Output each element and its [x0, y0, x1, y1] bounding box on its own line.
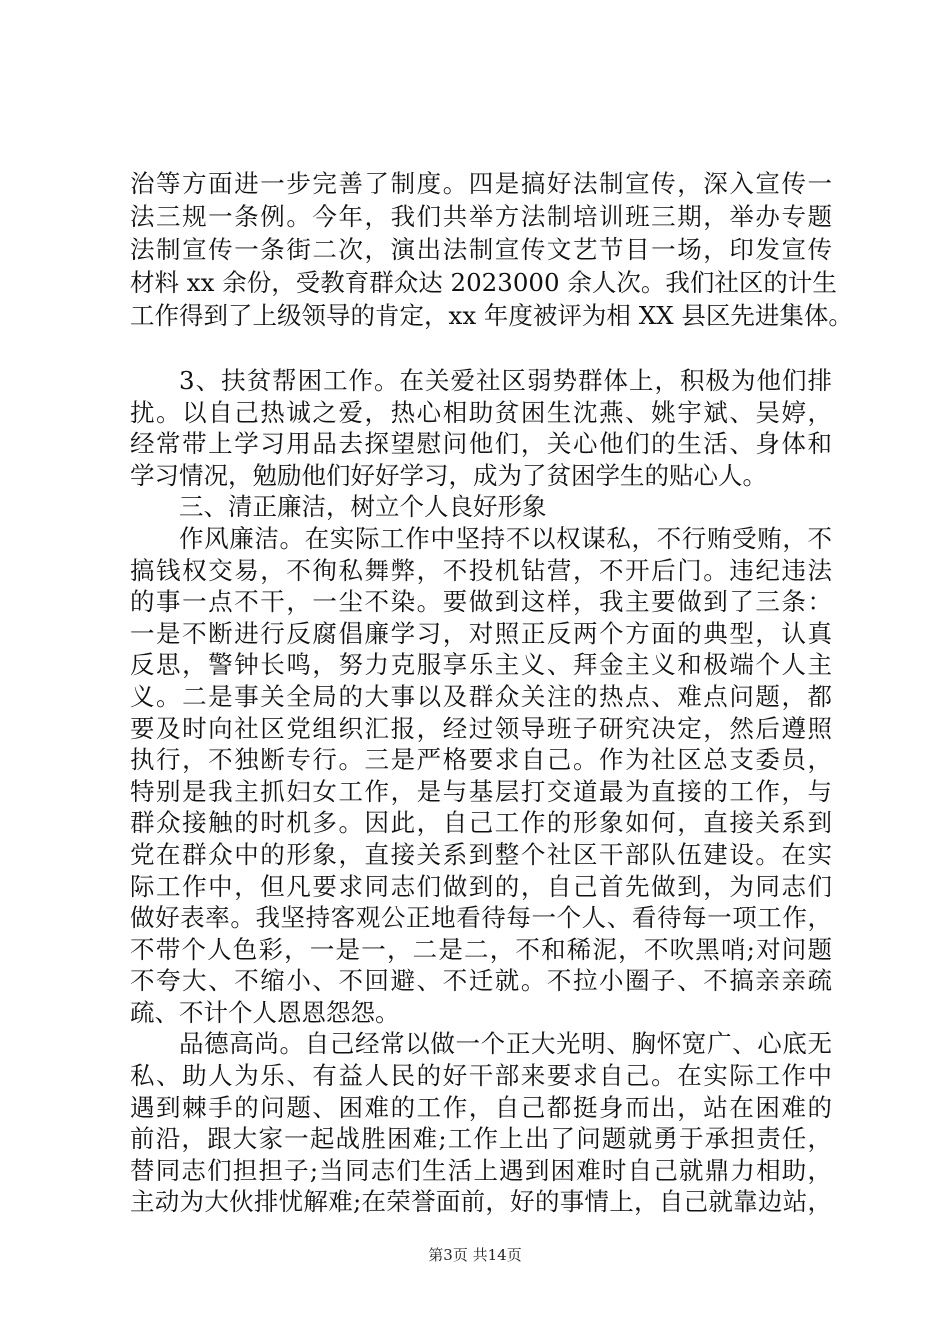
text-line: 法制宣传一条街二次，演出法制宣传文艺节目一场，印发宣传 [130, 235, 832, 264]
text-line: 义。二是事关全局的大事以及群众关注的热点、难点问题，都 [130, 681, 832, 711]
text-line: 扰。以自己热诚之爱，热心相助贫困生沈燕、姚宇斌、吴婷， [130, 397, 832, 427]
text-line: 的事一点不干，一尘不染。要做到这样，我主要做到了三条： [130, 587, 832, 617]
text-line: 材料 xx 余份，受教育群众达 2023000 余人次。我们社区的计生 [130, 268, 837, 297]
text-line: 要及时向社区党组织汇报，经过领导班子研究决定，然后遵照 [130, 713, 832, 743]
text-line: 学习情况，勉励他们好好学习，成为了贫困学生的贴心人。 [130, 460, 767, 490]
text-line: 遇到棘手的问题、困难的工作，自己都挺身而出，站在困难的 [130, 1092, 832, 1122]
text-line: 执行，不独断专行。三是严格要求自己。作为社区总支委员， [130, 745, 832, 775]
text-line: 一是不断进行反腐倡廉学习，对照正反两个方面的典型，认真 [130, 618, 832, 648]
text-line: 党在群众中的形象，直接关系到整个社区干部队伍建设。在实 [130, 839, 832, 869]
text-line: 作风廉洁。在实际工作中坚持不以权谋私，不行贿受贿，不 [179, 523, 832, 553]
text-line: 私、助人为乐、有益人民的好干部来要求自己。在实际工作中 [130, 1061, 832, 1091]
text-line: 群众接触的时机多。因此，自己工作的形象如何，直接关系到 [130, 808, 832, 838]
text-line: 法三规一条例。今年，我们共举方法制培训班三期，举办专题 [130, 202, 832, 231]
text-line: 搞钱权交易，不徇私舞弊，不投机钻营，不开后门。违纪违法 [130, 555, 832, 585]
text-line: 3、扶贫帮困工作。在关爱社区弱势群体上，积极为他们排 [179, 366, 832, 395]
text-line: 疏、不计个人恩恩怨怨。 [130, 997, 400, 1027]
document-body [130, 365, 832, 1218]
text-line: 经常带上学习用品去探望慰问他们，关心他们的生活、身体和 [130, 429, 832, 459]
text-line: 不夸大、不缩小、不回避、不迁就。不拉小圈子、不搞亲亲疏 [130, 966, 832, 996]
section-heading: 三、清正廉洁，树立个人良好形象 [179, 492, 547, 522]
text-line: 特别是我主抓妇女工作，是与基层打交道最为直接的工作，与 [130, 776, 832, 806]
text-line: 做好表率。我坚持客观公正地看待每一个人、看待每一项工作， [130, 903, 832, 933]
text-line: 品德高尚。自己经常以做一个正大光明、胸怀宽广、心底无 [179, 1029, 832, 1059]
text-line: 治等方面进一步完善了制度。四是搞好法制宣传，深入宣传一 [130, 169, 832, 198]
text-line: 主动为大伙排忧解难;在荣誉面前，好的事情上，自己就靠边站， [130, 1187, 832, 1217]
text-line: 际工作中，但凡要求同志们做到的，自己首先做到，为同志们 [130, 871, 832, 901]
paragraph-legal-publicity [130, 167, 853, 332]
page-number-footer: 第3页 共14页 [428, 1246, 522, 1264]
text-line: 工作得到了上级领导的肯定，xx 年度被评为相 XX 县区先进集体。 [130, 301, 853, 330]
text-line: 替同志们担担子;当同志们生活上遇到困难时自己就鼎力相助， [130, 1155, 832, 1185]
text-line: 不带个人色彩，一是一，二是二，不和稀泥，不吹黑哨;对问题 [130, 934, 832, 964]
text-line: 反思，警钟长鸣，努力克服享乐主义、拜金主义和极端个人主 [130, 650, 832, 680]
text-line: 前沿，跟大家一起战胜困难;工作上出了问题就勇于承担责任， [130, 1124, 832, 1154]
